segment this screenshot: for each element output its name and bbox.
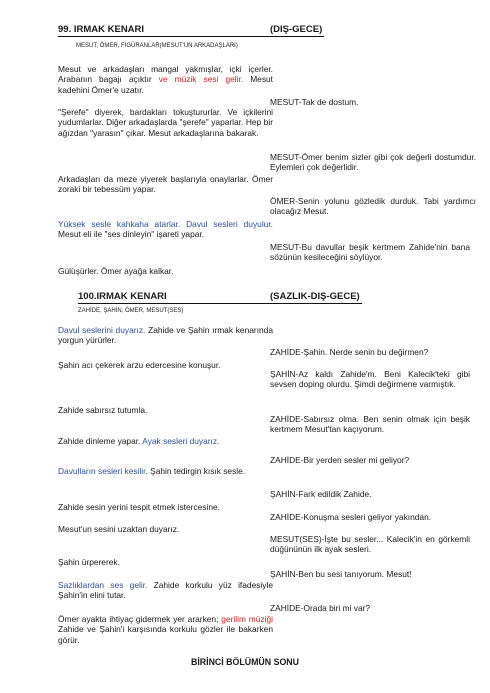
action-text: Zahide sesin yerini tespit etmek istercesine.	[58, 502, 220, 512]
dialogue-line: ŞAHİN-Fark edildik Zahide.	[270, 489, 372, 499]
dialogue-line: ŞAHİN-Az kaldı Zahide'm. Beni Kalecik'teki gibi sevsen doping olurdu. Şimdi değirmene varmıştık.	[270, 369, 470, 390]
action-part: Zahide dinleme yapar.	[58, 436, 143, 446]
action-text: "Şerefe" diyerek, bardakları tokuştururlar. Ve içkilerini yudumlarlar. Diğer arkadaşlarda "şerefe" yaparlar. Hep bir ağızdan "yarasın" çıkar. Mesut arkadaşlarına bakarak.	[58, 107, 273, 138]
scene-setting-100: (SAZLIK-DIŞ-GECE)	[270, 291, 360, 302]
action-text	[58, 436, 273, 446]
action-sound-cue: Davulların sesleri kesilir.	[58, 466, 148, 476]
action-text: Zahide sabırsız tutumla.	[58, 405, 148, 415]
action-sound-cue: Davul seslerini duyarız.	[58, 325, 146, 335]
dialogue-line: ŞAHİN-Ben bu sesi tanıyorum. Mesut!	[270, 569, 412, 579]
action-sound-cue: Ayak sesleri duyarız.	[142, 436, 220, 446]
action-text: Şahin ürpererek.	[58, 557, 120, 567]
dialogue-line: MESUT(SES)-İşte bu sesler... Kalecik'in en görkemli düğününün ilk ayak sesleri.	[270, 534, 470, 555]
action-sound-cue: Sazlıklardan ses gelir.	[58, 580, 148, 590]
action-part: Mesut eli ile "ses dinleyin" işareti yapar.	[58, 229, 205, 240]
action-part: Mesut ve arkadaşları mangal yakmışlar, içki içerler. Arabanın bagajı açıktır	[58, 64, 273, 85]
scene-setting-99: (DIŞ-GECE)	[270, 24, 323, 35]
action-music-cue: gerilim müziği	[221, 614, 273, 624]
action-part: Mesut kadehini Ömer'e uzatır.	[58, 74, 274, 95]
action-text: Şahin acı çekerek arzu edercesine konuşur.	[58, 360, 221, 370]
dialogue-line: ÖMER-Senin yolunu gözledik durduk. Tabi yardımcı olacağız Mesut.	[270, 196, 476, 217]
action-text	[58, 580, 273, 601]
action-text: Mesut'un sesini uzaktan duyarız.	[58, 524, 180, 534]
action-part: Şahin tedirgin kısık sesle.	[147, 466, 246, 476]
dialogue-line: MESUT-Bu davullar beşik kertmem Zahide'nin bana sözünün kesileceğini söylüyor.	[270, 242, 470, 263]
scene-underline-99	[58, 36, 324, 37]
scene-cast-100: ZAHİDE, ŞAHİN, ÖMER, MESUT(SES)	[78, 308, 184, 314]
action-text	[58, 614, 273, 645]
dialogue-line: MESUT-Tak de dostum.	[270, 97, 359, 107]
action-sound-cue: Yüksek sesle kahkaha atarlar. Davul sesleri duyulur.	[58, 219, 273, 229]
scene-cast-99: MESUT, ÖMER, FİGÜRANLAR(MESUT'UN ARKADAŞLARI)	[76, 43, 238, 49]
action-text: Arkadaşları da meze yiyerek başlarıyla onaylarlar. Ömer zoraki bir tebessüm yapar.	[58, 174, 273, 195]
action-text: Gülüşürler. Ömer ayağa kalkar.	[58, 266, 174, 276]
scene-underline-100	[78, 303, 362, 304]
dialogue-line: ZAHİDE-Bir yerden sesler mi geliyor?	[270, 455, 410, 465]
action-music-cue: ve müzik sesi gelir.	[158, 74, 244, 85]
action-part: Zahide korkulu yüz ifadesiyle Şahin'in elini tutar.	[58, 580, 273, 601]
action-text	[58, 64, 273, 95]
scene-heading-100: 100.IRMAK KENARI	[78, 291, 167, 302]
action-text	[58, 325, 273, 346]
scene-heading-99: 99. IRMAK KENARI	[58, 24, 145, 35]
dialogue-line: MESUT-Ömer benim sizler gibi çok değerli dostumdur. Eylemleri çok değerlidir.	[270, 152, 476, 173]
action-part: Ömer ayakta ihtiyaç gidermek yer ararken;	[58, 614, 222, 624]
action-part: Zahide ve Şahin'i karşısında korkulu gözler ile bakarken görür.	[58, 624, 273, 645]
action-text	[58, 466, 273, 476]
dialogue-line: ZAHİDE-Orada biri mi var?	[270, 603, 371, 613]
episode-end-title: BİRİNCİ BÖLÜMÜN SONU	[190, 657, 299, 667]
dialogue-line: ZAHİDE-Sabırsız olma. Ben senin olmak için beşik kertmem Mesut'tan kaçıyorum.	[270, 414, 470, 435]
action-part: Zahide ve Şahin ırmak kenarında yorgun yürürler.	[58, 325, 273, 346]
dialogue-line: ZAHİDE-Konuşma sesleri geliyor yakından.	[270, 512, 432, 522]
action-text	[58, 219, 273, 240]
dialogue-line: ZAHİDE-Şahin. Nerde senin bu değirmen?	[270, 347, 429, 357]
